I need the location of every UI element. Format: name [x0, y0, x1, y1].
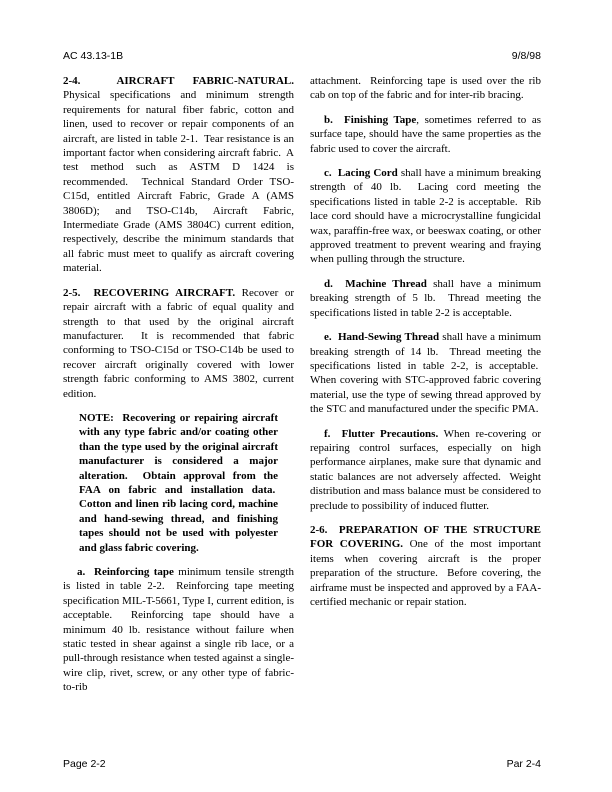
page-footer	[63, 758, 541, 770]
subparagraph-c-text: shall have a minimum breaking strength of 40 lb. Lacing cord meeting the specifications listed in table 2-2 is acceptable. Rib lace cord should have a microcrystalline fungicidal wax, paraffin-free wax, or beeswax coating, or other approved treatment to prevent wearing and fraying when pulling through the structure.	[310, 167, 541, 266]
subparagraph-f-text: When re-covering or repairing control surfaces, especially on high performance airplanes, make sure that dynamic and static balances are not adversely affected. Weight distribution and mass balance must be considered to preclude to possibility of induced flutter.	[310, 427, 541, 512]
subparagraph-a-continuation	[310, 74, 541, 103]
subparagraph-d-heading: d. Machine Thread	[324, 277, 427, 290]
subparagraph-a-continuation-text: attachment. Reinforcing tape is used over the rib cab on top of the fabric and for inter-rib bracing.	[310, 75, 541, 102]
section-2-6-heading: 2-6. PREPARATION OF THE STRUCTURE FOR COVERING.	[310, 523, 541, 551]
header-date: 9/8/98	[511, 50, 541, 62]
header-doc-number: AC 43.13-1B	[63, 50, 124, 62]
section-2-6-text: One of the most important items when covering aircraft is the proper preparation of the structure. Before covering, the airframe must be inspected and approved by a FAA-certified mechanic or repair station.	[310, 538, 541, 608]
page-header	[63, 50, 541, 62]
subparagraph-f	[310, 427, 541, 513]
subparagraph-b-text: , sometimes referred to as surface tape, should have the same properties as the fabric used to cover the aircraft.	[310, 113, 541, 155]
section-2-5-heading: 2-5. RECOVERING AIRCRAFT.	[63, 286, 236, 299]
section-2-5	[63, 286, 294, 401]
subparagraph-e-heading: e. Hand-Sewing Thread	[324, 331, 440, 344]
subparagraph-a-text: minimum tensile strength is listed in table 2-2. Reinforcing tape meeting specification MIL-T-5661, Type I, current edition, is acceptable. Reinforcing tape should have a minimum 40 lb. resistance without failure when static tested in shear against a single rib lace, or a pull-through resistance when tested against a single-wire clip, rivet, screw, or any other type of fabric-to-rib	[63, 566, 294, 694]
subparagraph-b	[310, 113, 541, 156]
note-text: NOTE: Recovering or repairing aircraft with any type fabric and/or coating other than the type used by the original aircraft manufacturer is considered a major alteration. Obtain approval from the FAA on fabric and installation data. Cotton and linen rib lacing cord, machine and hand-sewing thread, and finishing tapes should not be used with polyester and glass fabric covering.	[79, 411, 278, 554]
subparagraph-b-heading: b. Finishing Tape	[324, 113, 417, 126]
right-column	[310, 74, 541, 705]
footer-page-number: Page 2-2	[63, 758, 106, 770]
section-2-5-text: Recover or repair aircraft with a fabric of equal quality and strength to that used by the original aircraft manufacturer. It is recommended that fabric conforming to TSO-C15d or TSO-C14b be used to recover aircraft originally covered with lower strength fabric conforming to AMS 3802, current edition.	[63, 286, 294, 400]
section-2-4-heading: 2-4. AIRCRAFT FABRIC-NATURAL.	[63, 75, 294, 87]
section-2-4	[63, 74, 294, 276]
footer-par-reference: Par 2-4	[506, 758, 541, 770]
subparagraph-d	[310, 277, 541, 320]
subparagraph-f-heading: f. Flutter Precautions.	[324, 427, 439, 440]
left-column	[63, 74, 294, 705]
section-2-4-text: Physical specifications and minimum strength requirements for natural fiber fabric, cotton and linen, used to recover or repair components of an aircraft, are listed in table 2-1. Tear resistance is an important factor when considering aircraft fabric. A test method such as ASTM D 1424 is recommended. Technical Standard Order TSO-C15d, entitled Aircraft Fabric, Grade A (AMS 3806D); and TSO-C14b, Aircraft Fabric, Intermediate Grade (AMS 3804C) current edition, respectively, describe the minimum standards that all fabric must meet to qualify as aircraft covering material.	[63, 89, 294, 275]
subparagraph-a	[63, 565, 294, 695]
subparagraph-c	[310, 166, 541, 267]
two-column-body	[63, 74, 541, 705]
subparagraph-d-text: shall have a minimum breaking strength of 5 lb. Thread meeting the specifications listed in table 2-2 is acceptable.	[310, 277, 542, 319]
section-2-6	[310, 523, 541, 609]
subparagraph-e	[310, 330, 541, 416]
subparagraph-c-heading: c. Lacing Cord	[324, 167, 398, 180]
subparagraph-a-heading: a. Reinforcing tape	[77, 566, 174, 578]
note-block	[79, 411, 278, 555]
subparagraph-e-text: shall have a minimum breaking strength of 14 lb. Thread meeting the specifications listed in table 2-2, is acceptable. When covering with STC-approved fabric covering material, use the type of sewing thread approved by the STC and manufactured under the specific PMA.	[310, 331, 541, 416]
